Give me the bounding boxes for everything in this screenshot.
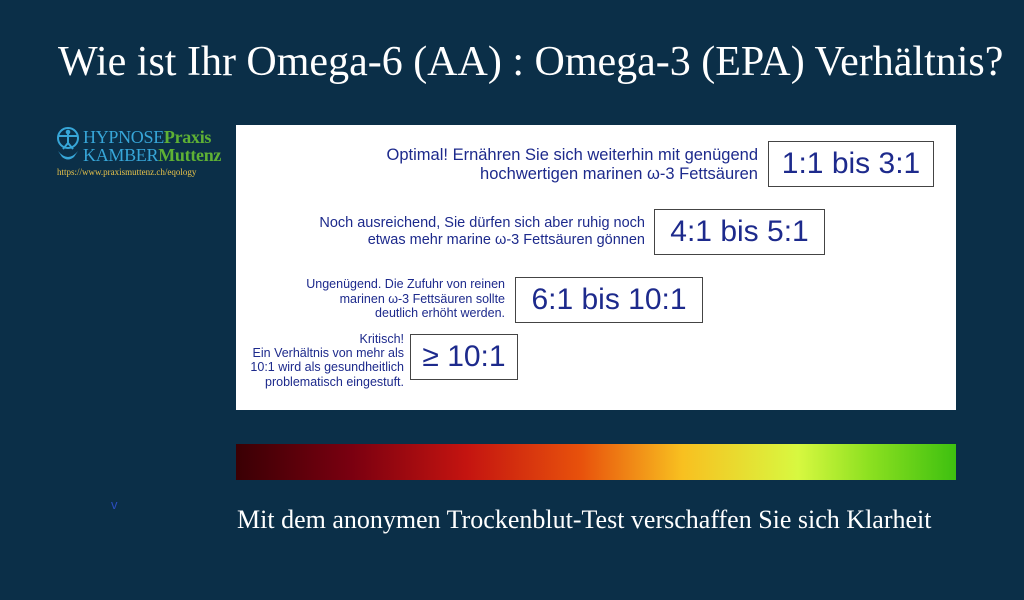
level-critical-description bbox=[250, 332, 404, 389]
logo-word-muttenz: Muttenz bbox=[158, 145, 222, 165]
level-optimal-line: Optimal! Ernähren Sie sich weiterhin mit genügend bbox=[386, 146, 758, 164]
level-insufficient-line: marinen ω-3 Fettsäuren sollte bbox=[339, 291, 505, 306]
ratio-panel bbox=[236, 125, 956, 410]
level-critical-line: 10:1 wird als gesundheitlich bbox=[250, 360, 404, 375]
level-insufficient-description bbox=[306, 277, 505, 321]
logo-word-praxis: Praxis bbox=[163, 127, 212, 147]
ratio-color-scale bbox=[236, 444, 956, 480]
logo-line-1 bbox=[83, 128, 211, 146]
level-optimal-line: hochwertigen marinen ω-3 Fettsäuren bbox=[480, 165, 758, 183]
logo[interactable] bbox=[56, 127, 226, 179]
level-critical-line: problematisch eingestuft. bbox=[265, 374, 404, 389]
logo-word-hypnose: HYPNOSE bbox=[83, 127, 164, 147]
logo-line-2 bbox=[83, 146, 221, 164]
level-critical-line: Ein Verhältnis von mehr als bbox=[252, 346, 404, 361]
logo-word-kamber: KAMBER bbox=[83, 145, 159, 165]
level-sufficient-line: Noch ausreichend, Sie dürfen sich aber ruhig noch bbox=[319, 215, 645, 231]
page-title: Wie ist Ihr Omega-6 (AA) : Omega-3 (EPA) Verhältnis? bbox=[58, 39, 1004, 85]
footer-tagline: Mit dem anonymen Trockenblut-Test verschaffen Sie sich Klarheit bbox=[237, 505, 932, 534]
level-insufficient-line: deutlich erhöht werden. bbox=[375, 306, 505, 320]
level-sufficient-line: etwas mehr marine ω-3 Fettsäuren gönnen bbox=[367, 232, 645, 248]
level-critical-line: Kritisch! bbox=[359, 332, 404, 346]
level-insufficient-line: Ungenügend. Die Zufuhr von reinen bbox=[306, 277, 505, 291]
level-critical-ratio: ≥ 10:1 bbox=[410, 334, 518, 380]
human-figure-icon bbox=[56, 127, 80, 163]
level-sufficient-ratio: 4:1 bis 5:1 bbox=[654, 209, 825, 255]
level-optimal-ratio: 1:1 bis 3:1 bbox=[768, 141, 934, 187]
logo-url[interactable]: https://www.praxismuttenz.ch/eqology bbox=[57, 167, 197, 177]
level-optimal-description bbox=[387, 146, 758, 184]
level-sufficient-description bbox=[319, 215, 645, 249]
small-mark: v bbox=[111, 497, 118, 512]
level-insufficient-ratio: 6:1 bis 10:1 bbox=[515, 277, 703, 323]
